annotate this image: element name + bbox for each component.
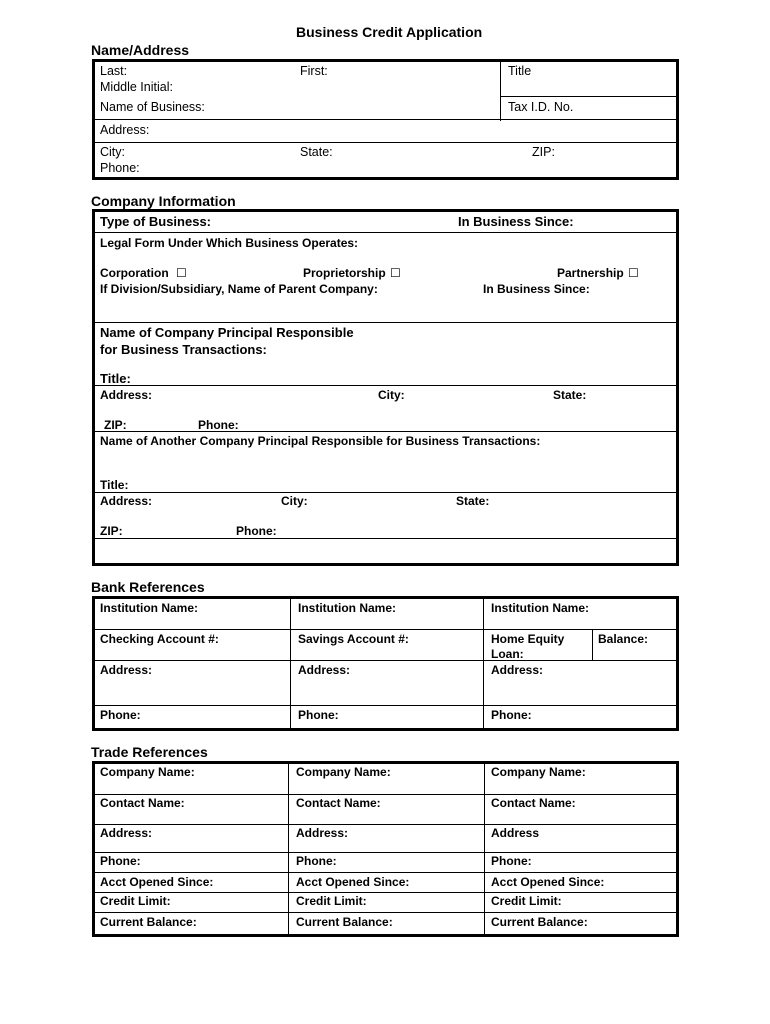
business-name-label: Name of Business: [100,100,205,114]
address-label: Address: [100,123,150,137]
divider [95,872,676,873]
divider [95,852,676,853]
divider [95,892,676,893]
divider [290,599,291,728]
trade1-company-label: Company Name: [100,765,195,779]
bank3-institution-label: Institution Name: [491,601,589,615]
divider [500,96,676,97]
divider [95,322,676,323]
section-heading-company-info: Company Information [91,193,236,209]
principal-title-label: Title: [100,371,131,386]
trade2-balance-label: Current Balance: [296,915,393,929]
checking-account-label: Checking Account #: [100,632,219,646]
trade2-credit-limit-label: Credit Limit: [296,894,367,908]
section-heading-name-address: Name/Address [91,42,190,58]
proprietorship-option[interactable] [303,266,401,280]
divider [95,431,676,432]
corporation-label: Corporation [100,266,169,280]
trade2-acct-label: Acct Opened Since: [296,875,410,889]
trade1-balance-label: Current Balance: [100,915,197,929]
principal-address-label: Address: [100,388,153,402]
checkbox-icon[interactable]: ☐ [628,266,639,280]
bank1-address-label: Address: [100,663,153,677]
proprietorship-label: Proprietorship [303,266,386,280]
divider [95,794,676,795]
first-name-label: First: [300,64,328,78]
bank-references-box [92,596,679,731]
divider [95,538,676,539]
trade2-contact-label: Contact Name: [296,796,381,810]
trade1-credit-limit-label: Credit Limit: [100,894,171,908]
divider [288,764,289,934]
middle-initial-label: Middle Initial: [100,80,173,94]
trade3-balance-label: Current Balance: [491,915,588,929]
another-principal-zip-label: ZIP: [100,524,123,538]
partnership-label: Partnership [557,266,624,280]
in-business-since-label: In Business Since: [458,214,574,229]
trade3-address-label: Address [491,826,540,840]
divider [500,62,501,121]
divider [483,599,484,728]
trade1-contact-label: Contact Name: [100,796,185,810]
trade2-phone-label: Phone: [296,854,337,868]
checkbox-icon[interactable]: ☐ [390,266,401,280]
bank2-address-label: Address: [298,663,351,677]
parent-company-label: If Division/Subsidiary, Name of Parent Company: [100,282,378,296]
divider [95,705,676,706]
divider [95,629,676,630]
bank2-phone-label: Phone: [298,708,339,722]
bank3-phone-label: Phone: [491,708,532,722]
home-equity-label-line2: Loan: [491,647,524,661]
another-principal-address-label: Address: [100,494,153,508]
trade2-address-label: Address: [296,826,349,840]
tax-id-label: Tax I.D. No. [508,100,574,114]
section-heading-trade-references: Trade References [91,744,208,760]
trade3-company-label: Company Name: [491,765,586,779]
divider [95,142,676,143]
trade2-company-label: Company Name: [296,765,391,779]
trade3-phone-label: Phone: [491,854,532,868]
principal-state-label: State: [553,388,587,402]
another-principal-label: Name of Another Company Principal Responsible for Business Transactions: [100,434,541,448]
trade3-acct-label: Acct Opened Since: [491,875,605,889]
partnership-option[interactable] [557,266,639,280]
trade-references-box [92,761,679,937]
page-title: Business Credit Application [296,24,483,40]
trade3-credit-limit-label: Credit Limit: [491,894,562,908]
another-principal-title-label: Title: [100,478,129,492]
savings-account-label: Savings Account #: [298,632,409,646]
home-equity-label-line1: Home Equity [491,632,565,646]
bank-balance-label: Balance: [598,632,649,646]
state-label: State: [300,145,333,159]
section-heading-bank-references: Bank References [91,579,205,595]
principal-zip-label: ZIP: [104,418,127,432]
bank2-institution-label: Institution Name: [298,601,396,615]
divider [592,630,593,661]
corporation-option[interactable] [100,266,187,280]
divider [95,119,676,120]
type-of-business-label: Type of Business: [100,214,212,229]
checkbox-icon[interactable]: ☐ [176,266,187,280]
principal-phone-label: Phone: [198,418,239,432]
bank1-institution-label: Institution Name: [100,601,198,615]
bank1-phone-label: Phone: [100,708,141,722]
legal-form-label: Legal Form Under Which Business Operates: [100,236,359,250]
another-principal-phone-label: Phone: [236,524,277,538]
title-label: Title [508,64,532,78]
city-label: City: [100,145,125,159]
phone-label: Phone: [100,161,140,175]
divider [95,824,676,825]
zip-label: ZIP: [532,145,555,159]
principal-label-line1: Name of Company Principal Responsible [100,325,354,340]
principal-city-label: City: [378,388,405,402]
parent-in-business-since-label: In Business Since: [483,282,590,296]
trade1-acct-label: Acct Opened Since: [100,875,214,889]
divider [95,912,676,913]
trade1-phone-label: Phone: [100,854,141,868]
divider [95,232,676,233]
principal-label-line2: for Business Transactions: [100,342,267,357]
another-principal-state-label: State: [456,494,490,508]
divider [95,492,676,493]
trade3-contact-label: Contact Name: [491,796,576,810]
divider [95,660,676,661]
another-principal-city-label: City: [281,494,308,508]
divider [484,764,485,934]
last-name-label: Last: [100,64,128,78]
trade1-address-label: Address: [100,826,153,840]
bank3-address-label: Address: [491,663,544,677]
divider [95,385,676,386]
